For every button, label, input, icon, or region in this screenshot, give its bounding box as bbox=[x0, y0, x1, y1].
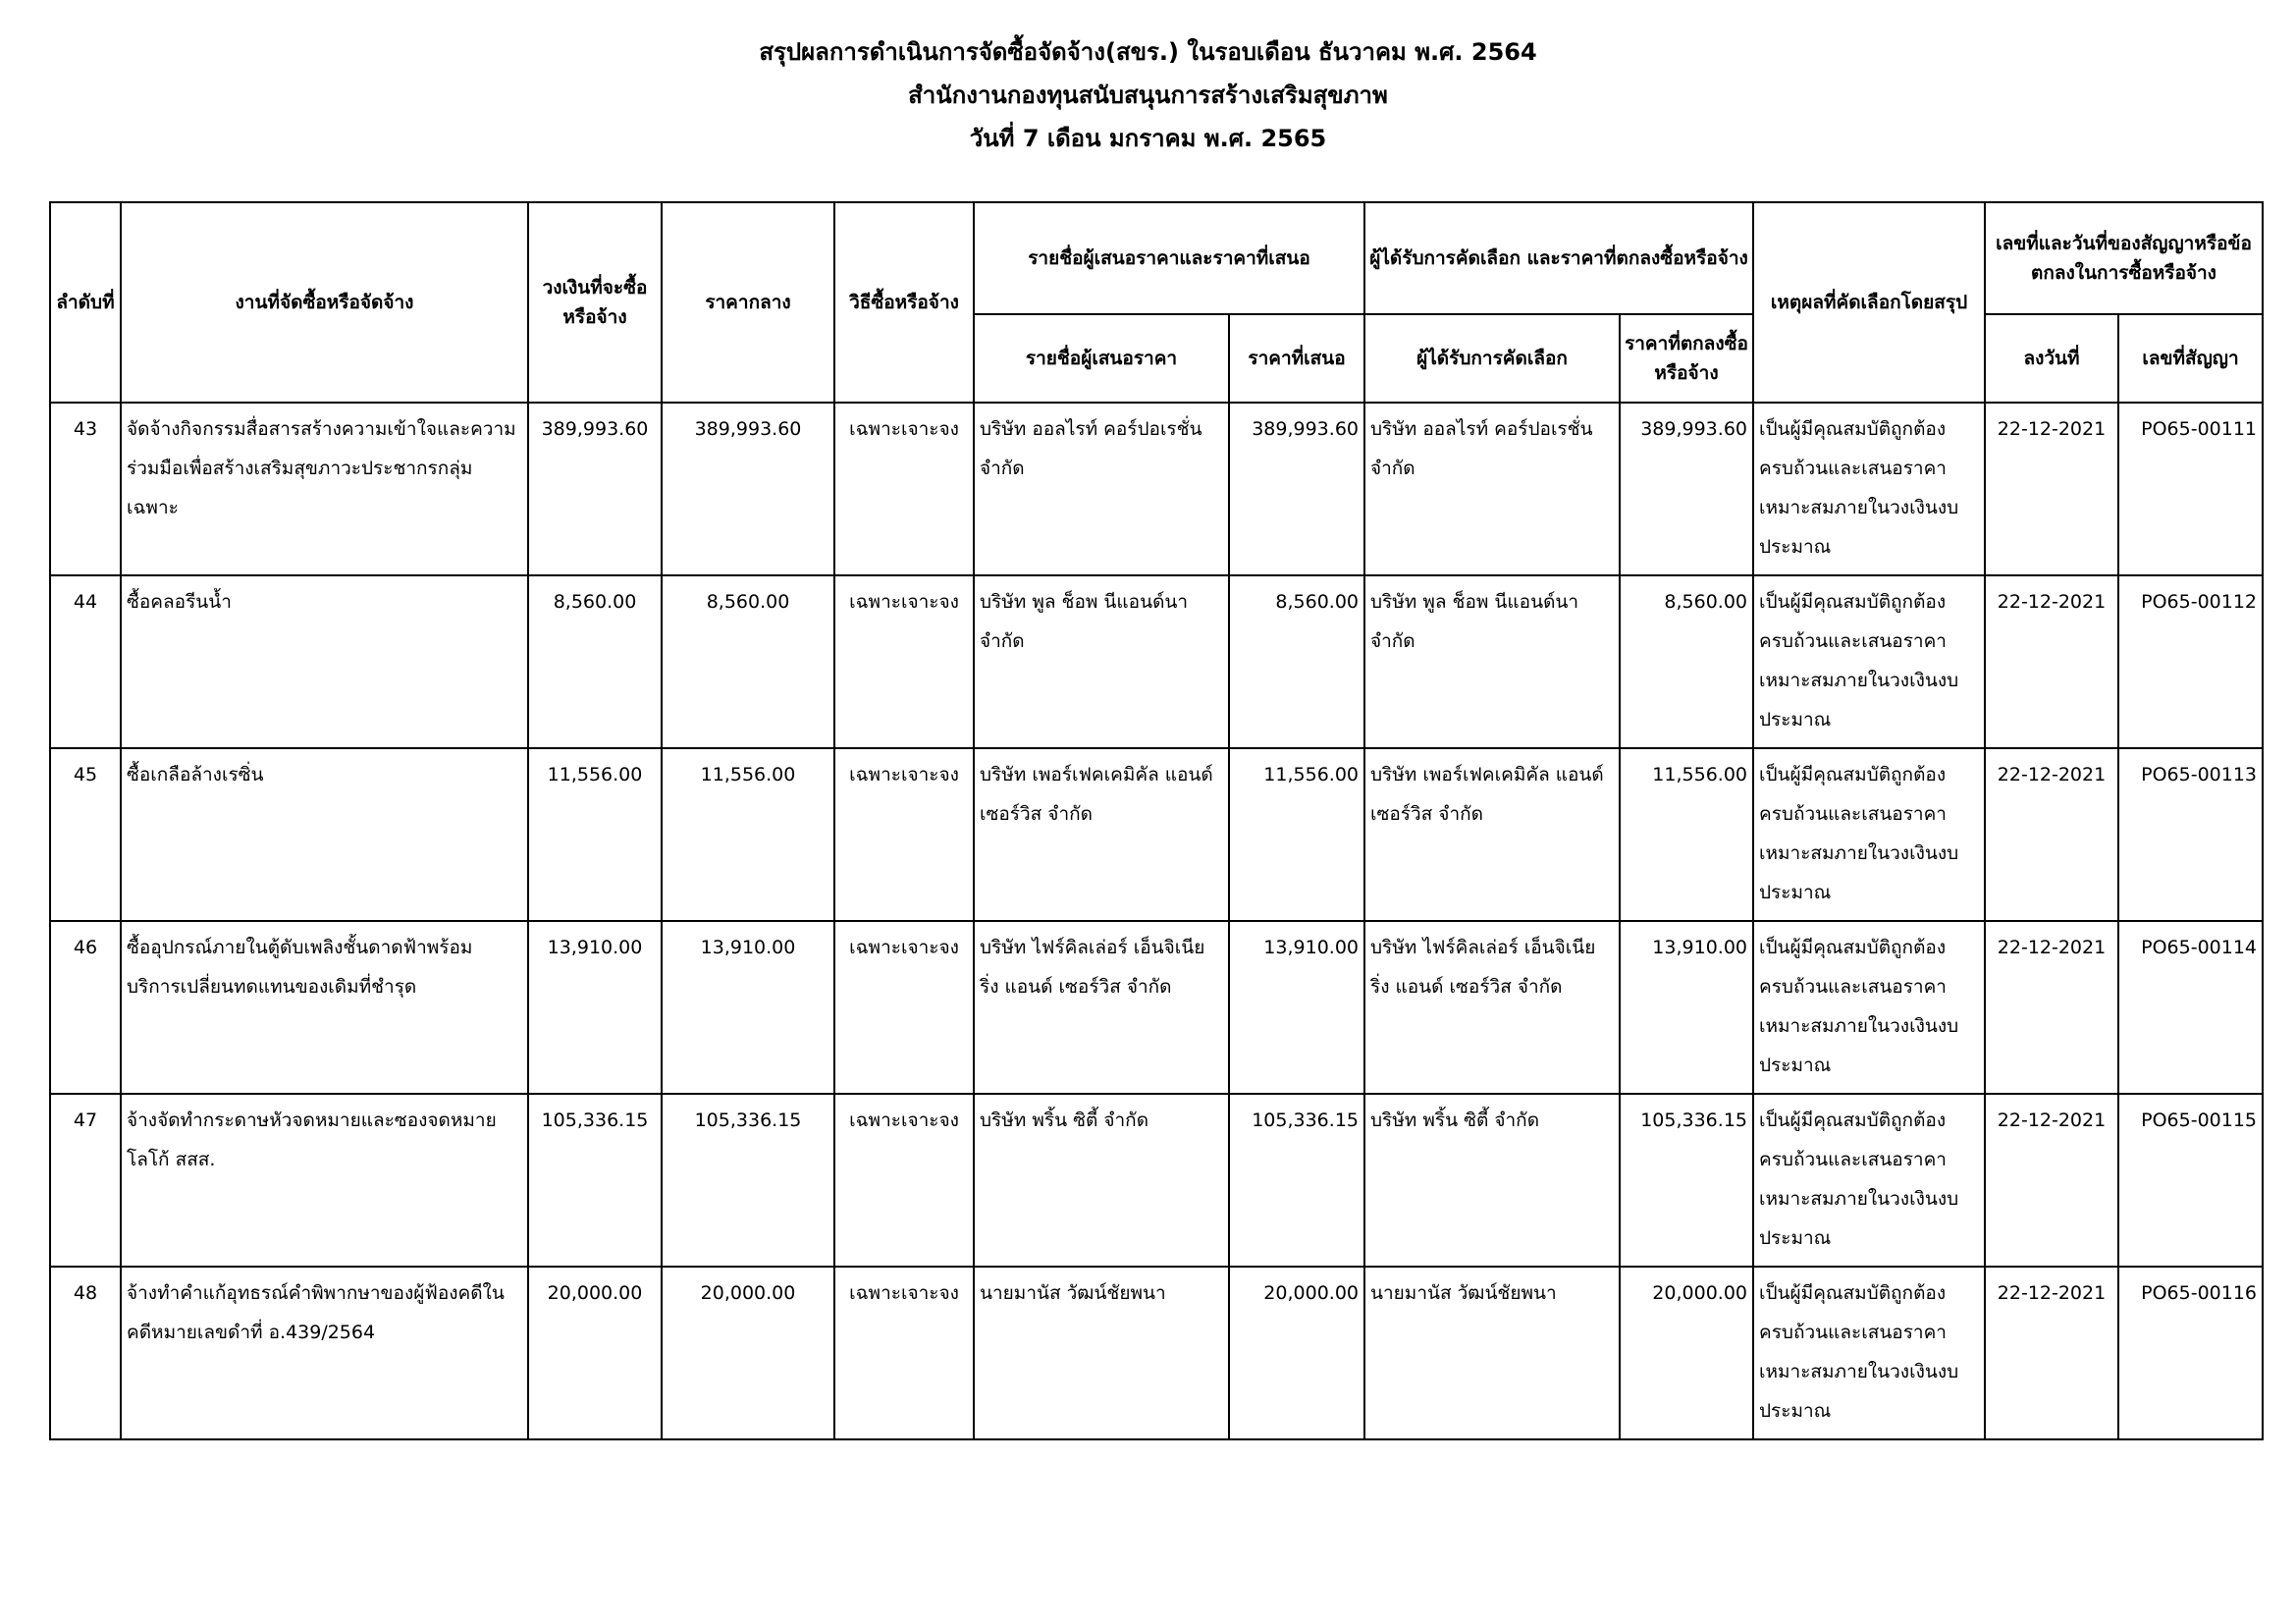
cell-task: ซื้อคลอรีนน้ำ bbox=[121, 575, 528, 748]
cell-budget: 11,556.00 bbox=[528, 748, 662, 921]
header-bidder-name: รายชื่อผู้เสนอราคา bbox=[974, 314, 1229, 403]
table-row bbox=[50, 1267, 2263, 1439]
cell-selected: บริษัท พูล ช็อพ นีแอนด์นา จำกัด bbox=[1364, 575, 1620, 748]
table-row bbox=[50, 748, 2263, 921]
report-date: วันที่ 7 เดือน มกราคม พ.ศ. 2565 bbox=[969, 125, 1327, 152]
cell-reason: เป็นผู้มีคุณสมบัติถูกต้องครบถ้วนและเสนอราคาเหมาะสมภายในวงเงินงบประมาณ bbox=[1753, 921, 1985, 1094]
procurement-table bbox=[49, 201, 2264, 1440]
cell-method: เฉพาะเจาะจง bbox=[834, 403, 974, 575]
cell-contract-date: 22-12-2021 bbox=[1985, 575, 2118, 748]
cell-contract-no: PO65-00116 bbox=[2118, 1267, 2263, 1439]
cell-reason: เป็นผู้มีคุณสมบัติถูกต้องครบถ้วนและเสนอราคาเหมาะสมภายในวงเงินงบประมาณ bbox=[1753, 403, 1985, 575]
header-bidders-group: รายชื่อผู้เสนอราคาและราคาที่เสนอ bbox=[974, 202, 1364, 314]
cell-reason: เป็นผู้มีคุณสมบัติถูกต้องครบถ้วนและเสนอราคาเหมาะสมภายในวงเงินงบประมาณ bbox=[1753, 748, 1985, 921]
report-title: สรุปผลการดำเนินการจัดซื้อจัดจ้าง(สขร.) ในรอบเดือน ธันวาคม พ.ศ. 2564 bbox=[759, 38, 1537, 66]
header-reason: เหตุผลที่คัดเลือกโดยสรุป bbox=[1753, 202, 1985, 403]
agency-name: สำนักงานกองทุนสนับสนุนการสร้างเสริมสุขภาพ bbox=[908, 81, 1388, 109]
cell-method: เฉพาะเจาะจง bbox=[834, 1094, 974, 1267]
header-contract-date: ลงวันที่ bbox=[1985, 314, 2118, 403]
table-row bbox=[50, 575, 2263, 748]
cell-bidder: บริษัท พริ้น ซิตี้ จำกัด bbox=[974, 1094, 1229, 1267]
cell-bidder: นายมานัส วัฒน์ชัยพนา bbox=[974, 1267, 1229, 1439]
cell-bid-price: 20,000.00 bbox=[1229, 1267, 1364, 1439]
cell-seq: 45 bbox=[50, 748, 121, 921]
cell-contract-no: PO65-00111 bbox=[2118, 403, 2263, 575]
cell-selected: นายมานัส วัฒน์ชัยพนา bbox=[1364, 1267, 1620, 1439]
header-selected-name: ผู้ได้รับการคัดเลือก bbox=[1364, 314, 1620, 403]
cell-bidder: บริษัท พูล ช็อพ นีแอนด์นา จำกัด bbox=[974, 575, 1229, 748]
cell-selected: บริษัท ออลไรท์ คอร์ปอเรชั่น จำกัด bbox=[1364, 403, 1620, 575]
cell-agreed-price: 13,910.00 bbox=[1620, 921, 1753, 1094]
cell-seq: 47 bbox=[50, 1094, 121, 1267]
cell-budget: 389,993.60 bbox=[528, 403, 662, 575]
cell-selected: บริษัท พริ้น ซิตี้ จำกัด bbox=[1364, 1094, 1620, 1267]
cell-reason: เป็นผู้มีคุณสมบัติถูกต้องครบถ้วนและเสนอราคาเหมาะสมภายในวงเงินงบประมาณ bbox=[1753, 1094, 1985, 1267]
cell-method: เฉพาะเจาะจง bbox=[834, 1267, 974, 1439]
cell-task: ซื้ออุปกรณ์ภายในตู้ดับเพลิงชั้นดาดฟ้าพร้อมบริการเปลี่ยนทดแทนของเดิมที่ชำรุด bbox=[121, 921, 528, 1094]
cell-agreed-price: 8,560.00 bbox=[1620, 575, 1753, 748]
cell-median-price: 11,556.00 bbox=[662, 748, 834, 921]
header-bid-price: ราคาที่เสนอ bbox=[1229, 314, 1364, 403]
cell-method: เฉพาะเจาะจง bbox=[834, 921, 974, 1094]
cell-agreed-price: 105,336.15 bbox=[1620, 1094, 1753, 1267]
cell-task: จ้างจัดทำกระดาษหัวจดหมายและซองจดหมายโลโก้ สสส. bbox=[121, 1094, 528, 1267]
cell-bidder: บริษัท ออลไรท์ คอร์ปอเรชั่น จำกัด bbox=[974, 403, 1229, 575]
cell-bid-price: 105,336.15 bbox=[1229, 1094, 1364, 1267]
cell-seq: 44 bbox=[50, 575, 121, 748]
cell-contract-date: 22-12-2021 bbox=[1985, 1094, 2118, 1267]
header-contract-no: เลขที่สัญญา bbox=[2118, 314, 2263, 403]
cell-task: จ้างทำคำแก้อุทธรณ์คำพิพากษาของผู้ฟ้องคดีในคดีหมายเลขดำที่ อ.439/2564 bbox=[121, 1267, 528, 1439]
cell-bid-price: 13,910.00 bbox=[1229, 921, 1364, 1094]
header-budget: วงเงินที่จะซื้อหรือจ้าง bbox=[528, 202, 662, 403]
cell-bid-price: 389,993.60 bbox=[1229, 403, 1364, 575]
table-row bbox=[50, 403, 2263, 575]
cell-agreed-price: 389,993.60 bbox=[1620, 403, 1753, 575]
document-header bbox=[0, 37, 2296, 167]
cell-bidder: บริษัท เพอร์เฟคเคมิคัล แอนด์ เซอร์วิส จำกัด bbox=[974, 748, 1229, 921]
cell-bid-price: 8,560.00 bbox=[1229, 575, 1364, 748]
header-task: งานที่จัดซื้อหรือจัดจ้าง bbox=[121, 202, 528, 403]
cell-seq: 43 bbox=[50, 403, 121, 575]
table-row bbox=[50, 921, 2263, 1094]
cell-budget: 20,000.00 bbox=[528, 1267, 662, 1439]
table-row bbox=[50, 1094, 2263, 1267]
cell-contract-date: 22-12-2021 bbox=[1985, 403, 2118, 575]
cell-budget: 8,560.00 bbox=[528, 575, 662, 748]
cell-median-price: 20,000.00 bbox=[662, 1267, 834, 1439]
cell-task: ซื้อเกลือล้างเรซิ่น bbox=[121, 748, 528, 921]
cell-agreed-price: 20,000.00 bbox=[1620, 1267, 1753, 1439]
cell-reason: เป็นผู้มีคุณสมบัติถูกต้องครบถ้วนและเสนอราคาเหมาะสมภายในวงเงินงบประมาณ bbox=[1753, 1267, 1985, 1439]
cell-contract-no: PO65-00114 bbox=[2118, 921, 2263, 1094]
cell-contract-date: 22-12-2021 bbox=[1985, 1267, 2118, 1439]
header-agreed-price: ราคาที่ตกลงซื้อหรือจ้าง bbox=[1620, 314, 1753, 403]
cell-reason: เป็นผู้มีคุณสมบัติถูกต้องครบถ้วนและเสนอราคาเหมาะสมภายในวงเงินงบประมาณ bbox=[1753, 575, 1985, 748]
cell-selected: บริษัท ไฟร์คิลเล่อร์ เอ็นจิเนียริ่ง แอนด์ เซอร์วิส จำกัด bbox=[1364, 921, 1620, 1094]
header-contract-group: เลขที่และวันที่ของสัญญาหรือข้อตกลงในการซื้อหรือจ้าง bbox=[1985, 202, 2263, 314]
cell-contract-no: PO65-00115 bbox=[2118, 1094, 2263, 1267]
cell-task: จัดจ้างกิจกรรมสื่อสารสร้างความเข้าใจและความร่วมมือเพื่อสร้างเสริมสุขภาวะประชากรกลุ่มเฉพาะ bbox=[121, 403, 528, 575]
header-method: วิธีซื้อหรือจ้าง bbox=[834, 202, 974, 403]
cell-agreed-price: 11,556.00 bbox=[1620, 748, 1753, 921]
cell-bidder: บริษัท ไฟร์คิลเล่อร์ เอ็นจิเนียริ่ง แอนด์ เซอร์วิส จำกัด bbox=[974, 921, 1229, 1094]
cell-method: เฉพาะเจาะจง bbox=[834, 575, 974, 748]
cell-seq: 48 bbox=[50, 1267, 121, 1439]
header-selected-group: ผู้ได้รับการคัดเลือก และราคาที่ตกลงซื้อหรือจ้าง bbox=[1364, 202, 1753, 314]
cell-budget: 105,336.15 bbox=[528, 1094, 662, 1267]
cell-contract-date: 22-12-2021 bbox=[1985, 921, 2118, 1094]
cell-method: เฉพาะเจาะจง bbox=[834, 748, 974, 921]
cell-median-price: 389,993.60 bbox=[662, 403, 834, 575]
header-seq: ลำดับที่ bbox=[50, 202, 121, 403]
header-median-price: ราคากลาง bbox=[662, 202, 834, 403]
cell-selected: บริษัท เพอร์เฟคเคมิคัล แอนด์ เซอร์วิส จำกัด bbox=[1364, 748, 1620, 921]
cell-median-price: 13,910.00 bbox=[662, 921, 834, 1094]
cell-median-price: 105,336.15 bbox=[662, 1094, 834, 1267]
cell-contract-date: 22-12-2021 bbox=[1985, 748, 2118, 921]
cell-seq: 46 bbox=[50, 921, 121, 1094]
cell-median-price: 8,560.00 bbox=[662, 575, 834, 748]
cell-contract-no: PO65-00113 bbox=[2118, 748, 2263, 921]
cell-contract-no: PO65-00112 bbox=[2118, 575, 2263, 748]
cell-budget: 13,910.00 bbox=[528, 921, 662, 1094]
cell-bid-price: 11,556.00 bbox=[1229, 748, 1364, 921]
